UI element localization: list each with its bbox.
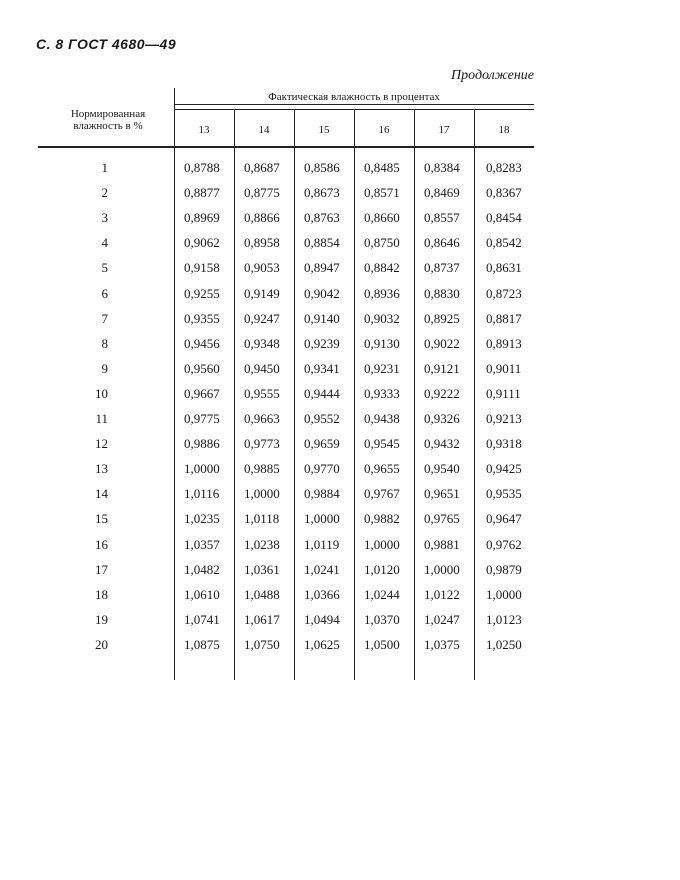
table-cell: 0,9239 xyxy=(304,335,340,351)
table-cell: 1,0122 xyxy=(424,586,460,602)
table-cell: 0,8367 xyxy=(486,185,522,201)
table-cell: 0,9456 xyxy=(184,335,220,351)
row-label: 4 xyxy=(101,235,108,251)
table-cell: 0,9765 xyxy=(424,511,460,527)
table-cell: 0,9560 xyxy=(184,360,220,376)
column-divider xyxy=(474,109,475,680)
table-cell: 0,9886 xyxy=(184,436,220,452)
table-cell: 0,9062 xyxy=(184,235,220,251)
table-cell: 1,0000 xyxy=(486,586,522,602)
row-label: 20 xyxy=(95,636,108,652)
row-label: 7 xyxy=(101,310,108,326)
column-divider xyxy=(414,109,415,680)
continuation-label: Продолжение xyxy=(451,68,534,83)
table-cell: 0,9425 xyxy=(486,461,522,477)
row-label: 12 xyxy=(95,436,108,452)
column-header: 17 xyxy=(438,124,450,136)
table-cell: 1,0625 xyxy=(304,636,340,652)
table-cell: 1,0357 xyxy=(184,536,220,552)
table-cell: 1,0116 xyxy=(184,486,220,502)
table-cell: 0,9149 xyxy=(244,285,280,301)
table-cell: 0,9140 xyxy=(304,310,340,326)
column-header: 16 xyxy=(378,124,390,136)
table-cell: 0,9667 xyxy=(184,385,220,401)
table-cell: 0,9247 xyxy=(244,310,280,326)
row-label: 18 xyxy=(95,586,108,602)
table-cell: 0,8283 xyxy=(486,160,522,175)
column-divider xyxy=(354,109,355,680)
table-cell: 0,9022 xyxy=(424,335,460,351)
table-cell: 0,8817 xyxy=(486,310,522,326)
table-cell: 0,8571 xyxy=(364,185,400,201)
table-cell: 0,9659 xyxy=(304,436,340,452)
row-label: 9 xyxy=(101,360,108,376)
table-cell: 0,9767 xyxy=(364,486,400,502)
table-cell: 0,9535 xyxy=(486,486,522,502)
table-cell: 0,9032 xyxy=(364,310,400,326)
row-label: 11 xyxy=(95,411,108,426)
table-cell: 0,8557 xyxy=(424,210,460,226)
table-cell: 0,9773 xyxy=(244,436,280,452)
table-cell: 1,0750 xyxy=(244,636,280,652)
row-label: 16 xyxy=(95,536,108,552)
table-cell: 1,0119 xyxy=(304,536,340,552)
table-cell: 1,0361 xyxy=(244,561,280,577)
table-cell: 0,8469 xyxy=(424,185,460,201)
table-cell: 0,9882 xyxy=(364,511,400,527)
table-cell: 0,9318 xyxy=(486,436,522,452)
table-cell: 1,0000 xyxy=(424,561,460,577)
table-cell: 0,9655 xyxy=(364,461,400,477)
table-cell: 1,0370 xyxy=(364,611,400,627)
header-top-rule xyxy=(174,104,534,105)
table-cell: 1,0610 xyxy=(184,586,220,602)
table-cell: 1,0250 xyxy=(486,636,522,652)
table-cell: 1,0118 xyxy=(244,511,280,527)
table-cell: 0,9213 xyxy=(486,411,522,426)
table-cell: 1,0000 xyxy=(244,486,280,502)
table-cell: 0,8925 xyxy=(424,310,460,326)
table-cell: 0,8646 xyxy=(424,235,460,251)
row-label: 15 xyxy=(95,511,108,527)
table-cell: 0,9222 xyxy=(424,385,460,401)
table-cell: 0,9121 xyxy=(424,360,460,376)
table-cell: 0,9111 xyxy=(486,385,521,401)
table-cell: 0,8586 xyxy=(304,160,340,175)
table-cell: 1,0741 xyxy=(184,611,220,627)
table-cell: 0,8947 xyxy=(304,260,340,276)
table-cell: 0,9555 xyxy=(244,385,280,401)
table-cell: 0,8958 xyxy=(244,235,280,251)
table-cell: 0,8854 xyxy=(304,235,340,251)
table-cell: 0,8687 xyxy=(244,160,280,175)
table-cell: 0,8763 xyxy=(304,210,340,226)
table-cell: 0,9432 xyxy=(424,436,460,452)
table-cell: 0,9333 xyxy=(364,385,400,401)
table-cell: 1,0000 xyxy=(304,511,340,527)
column-header: 18 xyxy=(498,124,510,136)
table-cell: 0,9762 xyxy=(486,536,522,552)
table-cell: 0,9450 xyxy=(244,360,280,376)
table-cell: 0,9552 xyxy=(304,411,340,426)
table-cell: 0,9438 xyxy=(364,411,400,426)
header-bottom-rule xyxy=(38,146,534,148)
column-divider xyxy=(174,88,175,680)
row-label: 13 xyxy=(95,461,108,477)
table-cell: 0,8631 xyxy=(486,260,522,276)
row-header: Нормированная влажность в % xyxy=(70,108,146,132)
table-cell: 1,0000 xyxy=(184,461,220,477)
table-cell: 0,9042 xyxy=(304,285,340,301)
table-cell: 0,9348 xyxy=(244,335,280,351)
table-cell: 1,0500 xyxy=(364,636,400,652)
table-cell: 1,0235 xyxy=(184,511,220,527)
table-cell: 0,9879 xyxy=(486,561,522,577)
table-cell: 0,9011 xyxy=(486,360,522,376)
table-cell: 0,9775 xyxy=(184,411,220,426)
table-cell: 1,0375 xyxy=(424,636,460,652)
table-cell: 0,8842 xyxy=(364,260,400,276)
table-cell: 0,8384 xyxy=(424,160,460,175)
table-cell: 1,0244 xyxy=(364,586,400,602)
table-cell: 0,9255 xyxy=(184,285,220,301)
table-cell: 1,0875 xyxy=(184,636,220,652)
table-cell: 0,9231 xyxy=(364,360,400,376)
table-cell: 0,8936 xyxy=(364,285,400,301)
table-cell: 0,9326 xyxy=(424,411,460,426)
table-cell: 0,8723 xyxy=(486,285,522,301)
page-header: С. 8 ГОСТ 4680—49 xyxy=(36,36,177,52)
table-cell: 1,0617 xyxy=(244,611,280,627)
table-cell: 0,9545 xyxy=(364,436,400,452)
table-cell: 0,8660 xyxy=(364,210,400,226)
table-cell: 0,9770 xyxy=(304,461,340,477)
table-cell: 0,8775 xyxy=(244,185,280,201)
table-cell: 0,9444 xyxy=(304,385,340,401)
row-label: 3 xyxy=(101,210,108,226)
row-label: 6 xyxy=(101,285,108,301)
row-label: 2 xyxy=(101,185,108,201)
table-cell: 0,9158 xyxy=(184,260,220,276)
table-cell: 0,8788 xyxy=(184,160,220,175)
table-cell: 0,9130 xyxy=(364,335,400,351)
column-header: 15 xyxy=(318,124,330,136)
table-cell: 1,0123 xyxy=(486,611,522,627)
table-cell: 0,9540 xyxy=(424,461,460,477)
table-cell: 1,0494 xyxy=(304,611,340,627)
table-cell: 1,0120 xyxy=(364,561,400,577)
table-cell: 1,0366 xyxy=(304,586,340,602)
table-cell: 1,0482 xyxy=(184,561,220,577)
row-label: 17 xyxy=(95,561,108,577)
table-cell: 0,9053 xyxy=(244,260,280,276)
table-cell: 0,9647 xyxy=(486,511,522,527)
table-cell: 0,8913 xyxy=(486,335,522,351)
table-cell: 0,9355 xyxy=(184,310,220,326)
table-cell: 0,9885 xyxy=(244,461,280,477)
table-cell: 0,8969 xyxy=(184,210,220,226)
table-cell: 1,0241 xyxy=(304,561,340,577)
humidity-table xyxy=(38,88,534,680)
table-cell: 0,8485 xyxy=(364,160,400,175)
table-cell: 0,8673 xyxy=(304,185,340,201)
table-cell: 1,0238 xyxy=(244,536,280,552)
table-cell: 1,0000 xyxy=(364,536,400,552)
table-cell: 0,8830 xyxy=(424,285,460,301)
table-cell: 0,8737 xyxy=(424,260,460,276)
table-cell: 0,8866 xyxy=(244,210,280,226)
table-cell: 0,9651 xyxy=(424,486,460,502)
table-cell: 0,9881 xyxy=(424,536,460,552)
table-cell: 0,8877 xyxy=(184,185,220,201)
row-label: 5 xyxy=(101,260,108,276)
row-label: 8 xyxy=(101,335,108,351)
table-cell: 1,0488 xyxy=(244,586,280,602)
table-cell: 1,0247 xyxy=(424,611,460,627)
column-divider xyxy=(234,109,235,680)
row-label: 14 xyxy=(95,486,108,502)
table-cell: 0,8750 xyxy=(364,235,400,251)
table-cell: 0,8454 xyxy=(486,210,522,226)
row-label: 10 xyxy=(95,385,108,401)
table-cell: 0,9884 xyxy=(304,486,340,502)
table-cell: 0,8542 xyxy=(486,235,522,251)
column-header: 14 xyxy=(258,124,270,136)
row-label: 19 xyxy=(95,611,108,627)
column-divider xyxy=(294,109,295,680)
table-cell: 0,9341 xyxy=(304,360,340,376)
row-label: 1 xyxy=(101,160,108,175)
table-cell: 0,9663 xyxy=(244,411,280,426)
column-header: 13 xyxy=(198,124,210,136)
group-header: Фактическая влажность в процентах xyxy=(268,91,440,103)
